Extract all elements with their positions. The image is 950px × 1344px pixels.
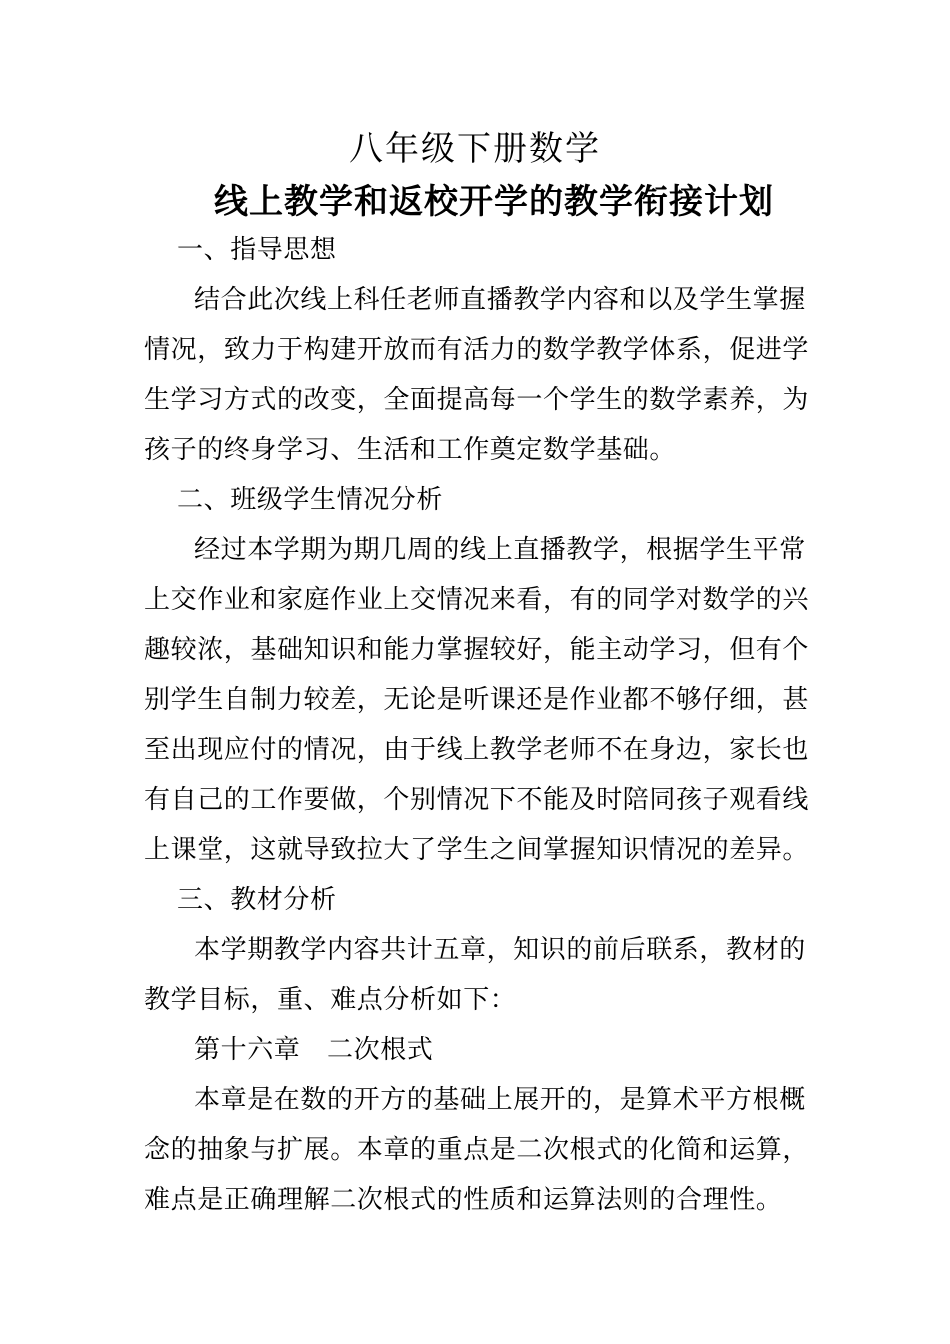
paragraph-line: 经过本学期为期几周的线上直播教学，根据学生平常 bbox=[194, 535, 806, 565]
paragraph-line: 生学习方式的改变，全面提高每一个学生的数学素养，为 bbox=[144, 385, 810, 415]
paragraph-line: 情况，致力于构建开放而有活力的数学教学体系，促进学 bbox=[144, 335, 810, 365]
paragraph-line: 有自己的工作要做，个别情况下不能及时陪同孩子观看线 bbox=[144, 785, 810, 815]
paragraph-line: 念的抽象与扩展。本章的重点是二次根式的化简和运算， bbox=[144, 1135, 810, 1165]
paragraph-line: 上课堂，这就导致拉大了学生之间掌握知识情况的差异。 bbox=[144, 835, 810, 865]
paragraph-line: 本章是在数的开方的基础上展开的，是算术平方根概 bbox=[194, 1085, 806, 1115]
paragraph-line: 别学生自制力较差，无论是听课还是作业都不够仔细，甚 bbox=[144, 685, 810, 715]
paragraph-line: 结合此次线上科任老师直播教学内容和以及学生掌握 bbox=[194, 285, 806, 315]
document-title-main: 线上教学和返校开学的教学衔接计划 bbox=[214, 182, 774, 222]
document-title-subject: 八年级下册数学 bbox=[349, 129, 601, 169]
paragraph-line: 难点是正确理解二次根式的性质和运算法则的合理性。 bbox=[144, 1185, 783, 1215]
paragraph-line: 孩子的终身学习、生活和工作奠定数学基础。 bbox=[144, 435, 677, 465]
paragraph-line: 上交作业和家庭作业上交情况来看，有的同学对数学的兴 bbox=[144, 585, 810, 615]
chapter-heading: 第十六章 二次根式 bbox=[194, 1035, 434, 1065]
section-heading-guiding-ideology: 一、指导思想 bbox=[177, 235, 337, 265]
paragraph-line: 趣较浓，基础知识和能力掌握较好，能主动学习，但有个 bbox=[144, 635, 810, 665]
paragraph-line: 本学期教学内容共计五章，知识的前后联系，教材的 bbox=[194, 935, 806, 965]
paragraph-line: 至出现应付的情况，由于线上教学老师不在身边，家长也 bbox=[144, 735, 810, 765]
section-heading-textbook-analysis: 三、教材分析 bbox=[177, 885, 337, 915]
paragraph-line: 教学目标，重、难点分析如下： bbox=[144, 985, 517, 1015]
section-heading-class-analysis: 二、班级学生情况分析 bbox=[177, 485, 444, 515]
